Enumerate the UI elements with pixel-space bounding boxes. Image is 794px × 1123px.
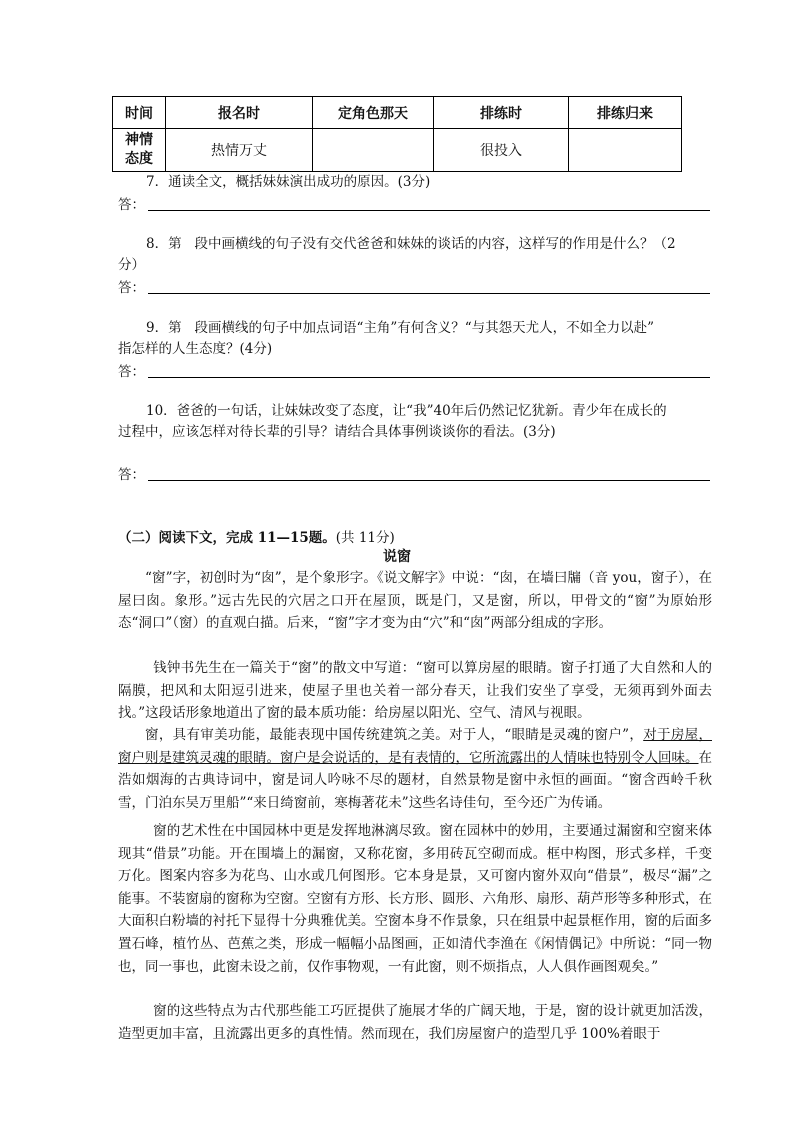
paragraph-text: 窗，具有审美功能，最能表现中国传统建筑之美。对于人，“眼睛是灵魂的窗户”， bbox=[145, 727, 644, 743]
answer-underline bbox=[148, 210, 710, 211]
table-row-label: 神情态度 bbox=[113, 129, 166, 172]
article-paragraph bbox=[118, 1000, 712, 1045]
question-8-line1: 8．第 段中画横线的句子没有交代爸爸和妹妹的谈话的内容，这样写的作用是什么？（2 bbox=[146, 236, 676, 252]
paragraph-text: “窗”字，初创时为“囱”，是个象形字。《说文解字》中说：“囱，在墙曰牖（音 you，窗子），在屋曰囱。象形。”远古先民的穴居之口开在屋顶，既是门，又是窗，所以，甲骨文的“窗”为原始形态“洞口”（窗）的直观白描。后来，“窗”字才变为由“穴”和“囱”两部分组成的字形。 bbox=[118, 570, 712, 632]
table-cell-blank[interactable] bbox=[569, 129, 682, 172]
answer-underline bbox=[148, 480, 710, 481]
answer-underline bbox=[148, 293, 710, 294]
article-paragraph bbox=[118, 657, 712, 725]
table-header-cell: 报名时 bbox=[166, 97, 313, 129]
paragraph-text: 钱钟书先生在一篇关于“窗”的散文中写道：“窗可以算房屋的眼睛。窗子打通了大自然和人的隔膜，把风和太阳逗引进来，使屋子里也关着一部分春天，让我们安坐了享受，无须再到外面去找。”这段话形象地道出了窗的最本质功能：给房屋以阳光、空气、清风与视眼。 bbox=[118, 660, 712, 722]
answer-label: 答： bbox=[118, 280, 145, 296]
table-header-cell: 排练归来 bbox=[569, 97, 682, 129]
table-cell-blank[interactable] bbox=[313, 129, 434, 172]
section-heading-text: （二）阅读下文，完成 11—15题。 bbox=[118, 530, 336, 546]
table-row bbox=[113, 129, 682, 172]
question-10-line2: 过程中，应该怎样对待长辈的引导？请结合具体事例谈谈你的看法。(3分) bbox=[118, 424, 556, 440]
table-cell: 很投入 bbox=[434, 129, 569, 172]
question-9-line1: 9．第 段画横线的句子中加点词语“主角”有何含义？“与其怨天尤人，不如全力以赴” bbox=[146, 320, 655, 336]
paragraph-text: 窗的艺术性在中国园林中更是发挥地淋漓尽致。窗在园林中的妙用，主要通过漏窗和空窗来体现其“借景”功能。开在围墙上的漏窗，又称花窗，多用砖瓦空砌而成。框中构图，形式多样，千变万化。图案内容多为花鸟、山水或几何图形。它本身是景，又可窗内窗外双向“借景”，极尽“漏”之能事。不装窗扇的窗称为空窗。空窗有方形、长方形、圆形、六角形、扇形、葫芦形等多种形式，在大面积白粉墙的衬托下显得十分典雅优美。空窗本身不作景象，只在组景中起景框作用，窗的后面多置石峰，植竹丛、芭蕉之类，形成一幅幅小品图画，正如清代李渔在《闲情偶记》中所说：“同一物也，同一事也，此窗未设之前，仅作事物观，一有此窗，则不烦指点，人人俱作画图观矣。” bbox=[118, 823, 712, 975]
underlined-sentence: 对于房屋，窗户则是建筑灵魂的眼睛。窗户是会说话的，是有表情的，它所流露出的人情味也特别令人回味。 bbox=[118, 727, 712, 766]
section-heading bbox=[118, 526, 395, 546]
answer-label: 答： bbox=[118, 364, 145, 380]
answer-underline bbox=[148, 377, 710, 378]
article-paragraph bbox=[118, 567, 712, 635]
article-title: 说窗 bbox=[383, 549, 411, 565]
question-7: 7．通读全文，概括妹妹演出成功的原因。(3分) bbox=[146, 174, 431, 190]
table-header-cell: 定角色那天 bbox=[313, 97, 434, 129]
article-paragraph bbox=[118, 724, 712, 814]
question-10-line1: 10．爸爸的一句话，让妹妹改变了态度，让“我”40年后仍然记忆犹新。青少年在成长的 bbox=[146, 403, 667, 419]
paragraph-text: 窗的这些特点为古代那些能工巧匠提供了施展才华的广阔天地，于是，窗的设计就更加活泼，造型更加丰富，且流露出更多的真性情。然而现在，我们房屋窗户的造型几乎 100%着眼于 bbox=[118, 1003, 712, 1042]
table-header-cell: 排练时 bbox=[434, 97, 569, 129]
question-9-line2: 指怎样的人生态度？(4分) bbox=[118, 341, 273, 357]
article-paragraph bbox=[118, 820, 712, 978]
attitude-table bbox=[112, 96, 682, 172]
answer-line-7[interactable] bbox=[118, 193, 710, 213]
answer-label: 答： bbox=[118, 467, 145, 483]
table-header-row bbox=[113, 97, 682, 129]
paragraph-text: 在浩如烟海的古典诗词中，窗是词人吟咏不尽的题材，自然景物是窗中永恒的画面。“窗含西岭千秋雪，门泊东吴万里船”“来日绮窗前，寒梅著花未”这些名诗佳句，至今还广为传诵。 bbox=[118, 749, 712, 811]
answer-line-10[interactable] bbox=[118, 463, 710, 483]
answer-line-9[interactable] bbox=[118, 360, 710, 380]
question-8-line2: 分） bbox=[118, 257, 145, 273]
answer-line-8[interactable] bbox=[118, 276, 710, 296]
section-points: (共 11分) bbox=[335, 530, 395, 546]
answer-label: 答： bbox=[118, 197, 145, 213]
table-header-cell: 时间 bbox=[113, 97, 166, 129]
table-cell: 热情万丈 bbox=[166, 129, 313, 172]
